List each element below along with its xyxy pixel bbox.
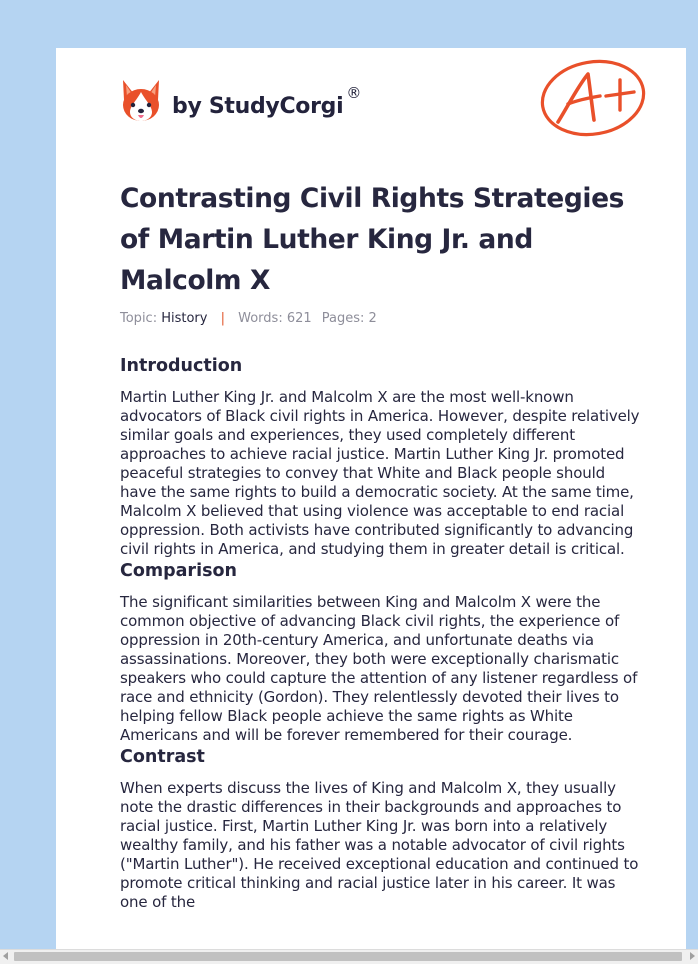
- section-heading: Contrast: [120, 747, 205, 767]
- document-title: Contrasting Civil Rights Strategies of Martin Luther King Jr. and Malcolm X: [120, 183, 625, 296]
- section-introduction: [120, 354, 640, 559]
- registered-mark: ®: [346, 84, 362, 102]
- document-page: [56, 48, 686, 952]
- section-contrast: [120, 745, 640, 912]
- meta-separator: |: [220, 311, 225, 326]
- section-heading: Introduction: [120, 356, 243, 376]
- corgi-logo-icon: [120, 78, 162, 124]
- brand[interactable]: [120, 76, 361, 126]
- brand-name: by StudyCorgi: [172, 93, 344, 119]
- document-meta: [120, 311, 377, 326]
- scrollbar-thumb[interactable]: [14, 952, 682, 961]
- word-count: Words: 621: [238, 311, 312, 326]
- section-paragraph: Martin Luther King Jr. and Malcolm X are the most well-known advocators of Black civil rights in America. However, despite relatively similar goals and experiences, they used completely different approaches to achieve racial justice. Martin Luther King Jr. promoted peaceful strategies to convey that White and Black people should have the same rights to build a democratic society. At the same time, Malcolm X believed that using violence was acceptable to end racial oppression. Both activists have contributed significantly to advancing civil rights in America, and studying them in greater detail is critical.: [120, 388, 640, 558]
- section-paragraph: When experts discuss the lives of King and Malcolm X, they usually note the drastic differences in their backgrounds and approaches to racial justice. First, Martin Luther King Jr. was born into a relatively wealthy family, and his father was a notable advocator of civil rights ("Martin Luther"). He received exceptional education and continued to promote critical thinking and racial justice later in his career. It was one of the: [120, 779, 639, 911]
- horizontal-scrollbar[interactable]: [0, 949, 698, 964]
- scroll-right-icon[interactable]: [690, 952, 695, 960]
- a-plus-grade-icon: [538, 58, 650, 140]
- topic-link[interactable]: History: [161, 311, 208, 326]
- section-heading: Comparison: [120, 561, 237, 581]
- section-comparison: [120, 559, 640, 745]
- section-paragraph: The significant similarities between King and Malcolm X were the common objective of advancing Black civil rights, the experience of oppression in 20th-century America, and unfortunate deaths via assassinations. Moreover, they both were exceptionally charismatic speakers who could capture the attention of any listener regardless of race and ethnicity (Gordon). They relentlessly devoted their lives to helping fellow Black people achieve the same rights as White Americans and will be forever remembered for their courage.: [120, 593, 638, 744]
- page-count: Pages: 2: [321, 311, 377, 326]
- scroll-left-icon[interactable]: [3, 952, 8, 960]
- topic-label: Topic:: [120, 311, 158, 326]
- document-body: [120, 354, 640, 912]
